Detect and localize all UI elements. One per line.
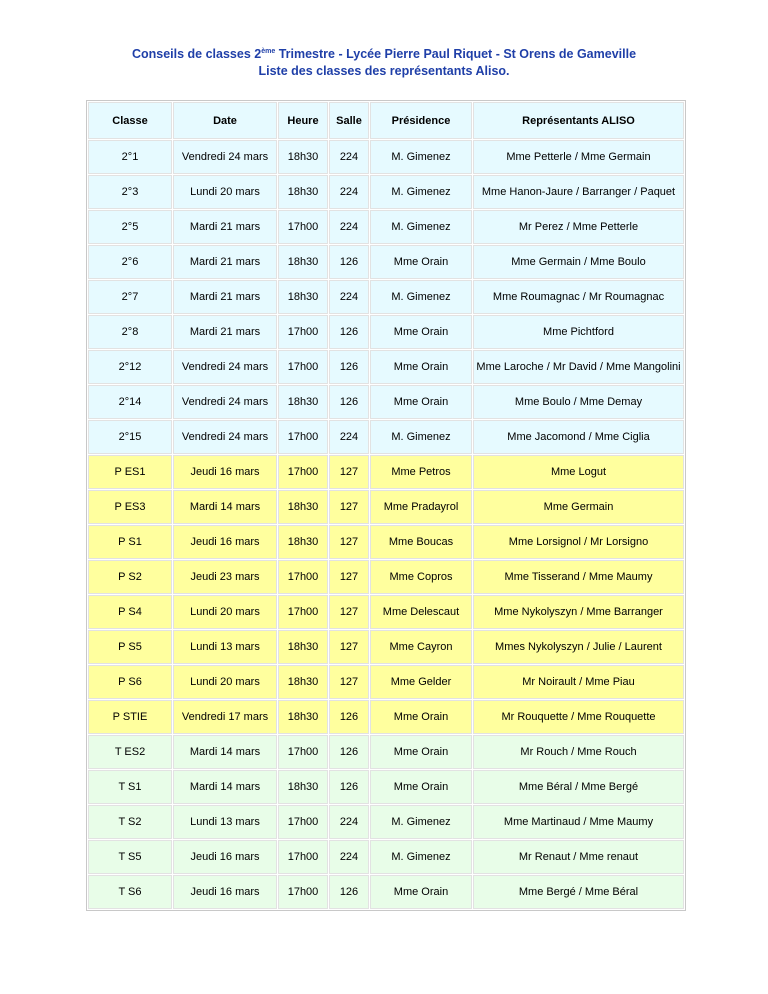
header-salle: Salle <box>329 102 369 139</box>
cell-classe: T S1 <box>88 770 172 804</box>
cell-representants: Mme Martinaud / Mme Maumy <box>473 805 684 839</box>
cell-presidence: M. Gimenez <box>370 420 472 454</box>
cell-heure: 18h30 <box>278 175 328 209</box>
table-row <box>88 560 684 594</box>
cell-date: Vendredi 24 mars <box>173 420 277 454</box>
table-row <box>88 770 684 804</box>
cell-presidence: Mme Orain <box>370 385 472 419</box>
cell-date: Lundi 13 mars <box>173 805 277 839</box>
cell-date: Lundi 20 mars <box>173 665 277 699</box>
cell-representants: Mme Bergé / Mme Béral <box>473 875 684 909</box>
table-row <box>88 140 684 174</box>
table-row <box>88 840 684 874</box>
title-line-2: Liste des classes des représentants Aliso. <box>258 64 510 78</box>
cell-date: Mardi 14 mars <box>173 735 277 769</box>
header-row <box>88 102 684 139</box>
cell-presidence: Mme Orain <box>370 245 472 279</box>
cell-date: Mardi 21 mars <box>173 210 277 244</box>
cell-classe: P ES1 <box>88 455 172 489</box>
header-classe: Classe <box>88 102 172 139</box>
cell-date: Vendredi 24 mars <box>173 140 277 174</box>
title-text-b: Trimestre - Lycée Pierre Paul Riquet - St Orens de Gameville <box>275 47 637 61</box>
cell-heure: 17h00 <box>278 595 328 629</box>
cell-classe: P S2 <box>88 560 172 594</box>
cell-presidence: Mme Cayron <box>370 630 472 664</box>
cell-representants: Mme Pichtford <box>473 315 684 349</box>
page-title <box>0 43 768 80</box>
cell-salle: 127 <box>329 630 369 664</box>
table-row <box>88 455 684 489</box>
cell-heure: 17h00 <box>278 735 328 769</box>
title-line-1 <box>0 43 768 63</box>
table-row <box>88 805 684 839</box>
cell-representants: Mme Germain / Mme Boulo <box>473 245 684 279</box>
cell-classe: 2°5 <box>88 210 172 244</box>
cell-representants: Mr Noirault / Mme Piau <box>473 665 684 699</box>
table-row <box>88 700 684 734</box>
cell-presidence: Mme Delescaut <box>370 595 472 629</box>
cell-salle: 126 <box>329 315 369 349</box>
header-representants: Représentants ALISO <box>473 102 684 139</box>
cell-representants: Mme Logut <box>473 455 684 489</box>
cell-heure: 17h00 <box>278 805 328 839</box>
cell-date: Lundi 20 mars <box>173 595 277 629</box>
cell-heure: 17h00 <box>278 315 328 349</box>
cell-salle: 126 <box>329 735 369 769</box>
cell-representants: Mr Rouquette / Mme Rouquette <box>473 700 684 734</box>
cell-heure: 18h30 <box>278 630 328 664</box>
cell-date: Jeudi 16 mars <box>173 875 277 909</box>
cell-heure: 18h30 <box>278 665 328 699</box>
cell-classe: 2°1 <box>88 140 172 174</box>
cell-heure: 18h30 <box>278 490 328 524</box>
cell-representants: Mme Petterle / Mme Germain <box>473 140 684 174</box>
cell-salle: 126 <box>329 385 369 419</box>
cell-heure: 18h30 <box>278 700 328 734</box>
table-body <box>88 140 684 909</box>
table-row <box>88 385 684 419</box>
cell-representants: Mme Laroche / Mr David / Mme Mangolini <box>473 350 684 384</box>
cell-classe: T S2 <box>88 805 172 839</box>
cell-date: Mardi 21 mars <box>173 315 277 349</box>
cell-representants: Mme Tisserand / Mme Maumy <box>473 560 684 594</box>
cell-heure: 18h30 <box>278 245 328 279</box>
cell-classe: 2°3 <box>88 175 172 209</box>
cell-date: Mardi 21 mars <box>173 280 277 314</box>
cell-classe: 2°7 <box>88 280 172 314</box>
cell-representants: Mme Béral / Mme Bergé <box>473 770 684 804</box>
table-row <box>88 735 684 769</box>
cell-heure: 18h30 <box>278 140 328 174</box>
cell-presidence: M. Gimenez <box>370 805 472 839</box>
cell-presidence: Mme Orain <box>370 350 472 384</box>
cell-presidence: Mme Boucas <box>370 525 472 559</box>
cell-classe: 2°8 <box>88 315 172 349</box>
cell-date: Jeudi 23 mars <box>173 560 277 594</box>
cell-heure: 17h00 <box>278 875 328 909</box>
cell-date: Vendredi 24 mars <box>173 350 277 384</box>
header-presidence: Présidence <box>370 102 472 139</box>
cell-classe: P S1 <box>88 525 172 559</box>
cell-presidence: M. Gimenez <box>370 210 472 244</box>
cell-salle: 127 <box>329 490 369 524</box>
title-superscript: ème <box>261 48 276 55</box>
cell-heure: 17h00 <box>278 350 328 384</box>
class-council-table <box>86 100 686 911</box>
cell-classe: 2°6 <box>88 245 172 279</box>
cell-salle: 126 <box>329 770 369 804</box>
cell-salle: 126 <box>329 700 369 734</box>
title-text-a: Conseils de classes 2 <box>131 47 262 61</box>
cell-representants: Mr Renaut / Mme renaut <box>473 840 684 874</box>
cell-representants: Mr Rouch / Mme Rouch <box>473 735 684 769</box>
table-row <box>88 280 684 314</box>
cell-classe: P S6 <box>88 665 172 699</box>
cell-presidence: Mme Copros <box>370 560 472 594</box>
cell-date: Lundi 20 mars <box>173 175 277 209</box>
table-row <box>88 420 684 454</box>
cell-representants: Mmes Nykolyszyn / Julie / Laurent <box>473 630 684 664</box>
cell-presidence: Mme Petros <box>370 455 472 489</box>
cell-representants: Mme Jacomond / Mme Ciglia <box>473 420 684 454</box>
cell-classe: P STIE <box>88 700 172 734</box>
cell-salle: 224 <box>329 210 369 244</box>
cell-salle: 224 <box>329 420 369 454</box>
cell-presidence: Mme Orain <box>370 315 472 349</box>
cell-presidence: Mme Orain <box>370 735 472 769</box>
cell-heure: 18h30 <box>278 770 328 804</box>
header-heure: Heure <box>278 102 328 139</box>
cell-salle: 126 <box>329 245 369 279</box>
table-row <box>88 210 684 244</box>
cell-representants: Mme Germain <box>473 490 684 524</box>
cell-salle: 127 <box>329 455 369 489</box>
cell-representants: Mr Perez / Mme Petterle <box>473 210 684 244</box>
cell-presidence: M. Gimenez <box>370 140 472 174</box>
cell-classe: 2°12 <box>88 350 172 384</box>
cell-classe: P S4 <box>88 595 172 629</box>
cell-salle: 224 <box>329 805 369 839</box>
cell-date: Lundi 13 mars <box>173 630 277 664</box>
cell-classe: 2°15 <box>88 420 172 454</box>
cell-presidence: Mme Orain <box>370 700 472 734</box>
cell-representants: Mme Boulo / Mme Demay <box>473 385 684 419</box>
table-row <box>88 630 684 664</box>
cell-representants: Mme Roumagnac / Mr Roumagnac <box>473 280 684 314</box>
cell-presidence: Mme Orain <box>370 875 472 909</box>
table-row <box>88 245 684 279</box>
cell-salle: 126 <box>329 350 369 384</box>
cell-presidence: Mme Orain <box>370 770 472 804</box>
table-row <box>88 175 684 209</box>
cell-salle: 127 <box>329 560 369 594</box>
cell-salle: 224 <box>329 840 369 874</box>
cell-classe: P ES3 <box>88 490 172 524</box>
cell-heure: 18h30 <box>278 385 328 419</box>
cell-heure: 17h00 <box>278 560 328 594</box>
cell-date: Jeudi 16 mars <box>173 840 277 874</box>
table-row <box>88 490 684 524</box>
header-date: Date <box>173 102 277 139</box>
cell-representants: Mme Nykolyszyn / Mme Barranger <box>473 595 684 629</box>
table-row <box>88 350 684 384</box>
cell-classe: 2°14 <box>88 385 172 419</box>
cell-presidence: Mme Pradayrol <box>370 490 472 524</box>
cell-heure: 17h00 <box>278 420 328 454</box>
cell-heure: 18h30 <box>278 525 328 559</box>
cell-classe: T S6 <box>88 875 172 909</box>
cell-classe: T ES2 <box>88 735 172 769</box>
cell-representants: Mme Lorsignol / Mr Lorsigno <box>473 525 684 559</box>
cell-date: Vendredi 17 mars <box>173 700 277 734</box>
cell-representants: Mme Hanon-Jaure / Barranger / Paquet <box>473 175 684 209</box>
cell-heure: 17h00 <box>278 455 328 489</box>
table-row <box>88 875 684 909</box>
cell-salle: 127 <box>329 595 369 629</box>
cell-heure: 18h30 <box>278 280 328 314</box>
cell-date: Mardi 21 mars <box>173 245 277 279</box>
cell-date: Jeudi 16 mars <box>173 525 277 559</box>
cell-date: Mardi 14 mars <box>173 490 277 524</box>
cell-presidence: M. Gimenez <box>370 175 472 209</box>
cell-classe: P S5 <box>88 630 172 664</box>
cell-salle: 224 <box>329 280 369 314</box>
table-row <box>88 595 684 629</box>
cell-date: Mardi 14 mars <box>173 770 277 804</box>
cell-salle: 224 <box>329 175 369 209</box>
cell-presidence: M. Gimenez <box>370 280 472 314</box>
cell-salle: 126 <box>329 875 369 909</box>
cell-salle: 127 <box>329 665 369 699</box>
cell-date: Jeudi 16 mars <box>173 455 277 489</box>
cell-date: Vendredi 24 mars <box>173 385 277 419</box>
cell-classe: T S5 <box>88 840 172 874</box>
cell-presidence: M. Gimenez <box>370 840 472 874</box>
table-row <box>88 525 684 559</box>
cell-heure: 17h00 <box>278 840 328 874</box>
cell-heure: 17h00 <box>278 210 328 244</box>
table-row <box>88 665 684 699</box>
cell-salle: 224 <box>329 140 369 174</box>
cell-salle: 127 <box>329 525 369 559</box>
cell-presidence: Mme Gelder <box>370 665 472 699</box>
table-row <box>88 315 684 349</box>
